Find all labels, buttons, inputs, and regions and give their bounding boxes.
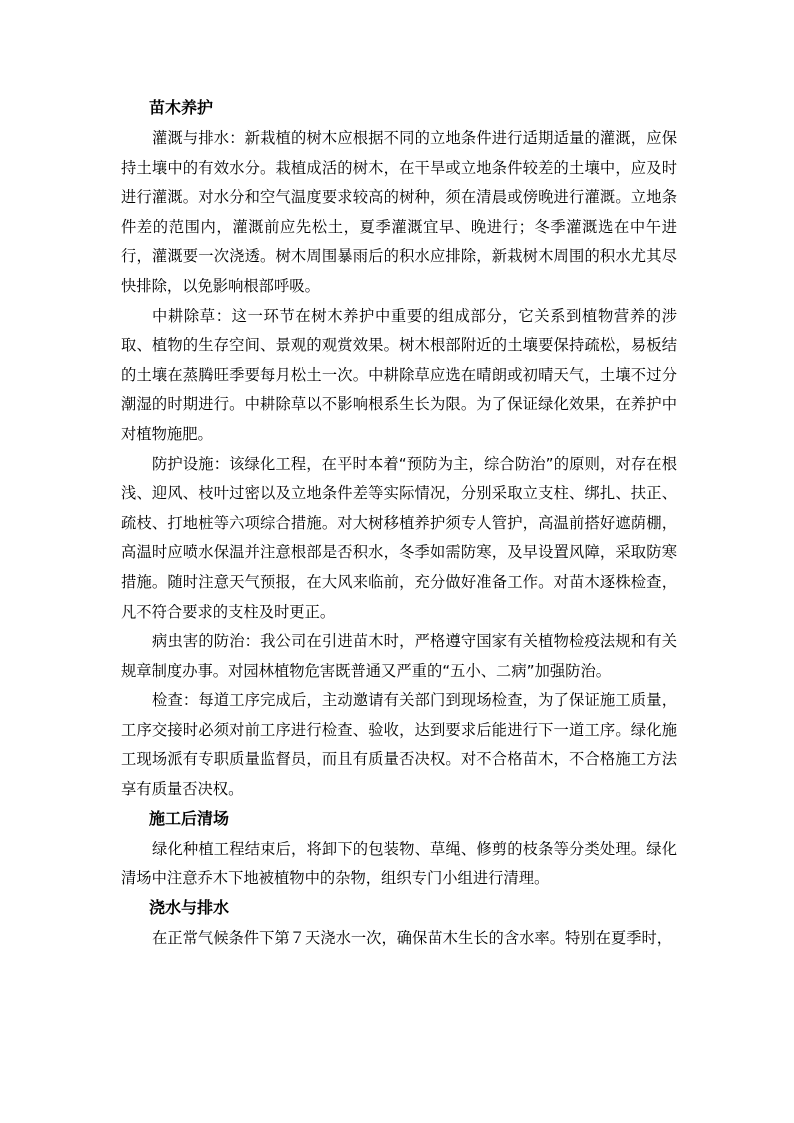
paragraph-protection: 防护设施：该绿化工程，在平时本着“预防为主，综合防治”的原则，对存在根浅、迎风、枝叶过密以及立地条件差等实际情况，分别采取立支柱、绑扎、扶正、疏枝、打地桩等六项综合措施。对大树移植养护须专人管护，高温前搭好遮荫棚，高温时应喷水保温并注意根部是否积水，冬季如需防寒，及早设置风障，采取防寒措施。随时注意天气预报，在大风来临前，充分做好准备工作。对苗木逐株检查，凡不符合要求的支柱及时更正。: [121, 454, 677, 621]
paragraph-watering: 在正常气候条件下第７天浇水一次，确保苗木生长的含水率。特别在夏季时，: [152, 928, 673, 947]
paragraph-irrigation-drainage: 灌溉与排水：新栽植的树木应根据不同的立地条件进行适期适量的灌溉，应保持土壤中的有效水分。栽植成活的树木，在干旱或立地条件较差的土壤中，应及时进行灌溉。对水分和空气温度要求较高的树种，须在清晨或傍晚进行灌溉。立地条件差的范围内，灌溉前应先松土，夏季灌溉宜早、晚进行；冬季灌溉选在中午进行，灌溉要一次浇透。树木周围暴雨后的积水应排除，新栽树木周围的积水尤其尽快排除，以免影响根部呼吸。: [121, 129, 677, 295]
paragraph-cleanup: 绿化种植工程结束后，将卸下的包装物、草绳、修剪的枝条等分类处理。绿化清场中注意乔木下地被植物中的杂物，组织专门小组进行清理。: [121, 839, 677, 888]
document-body: [121, 94, 677, 953]
section-heading-site-cleanup: 施工后清场: [149, 808, 230, 828]
paragraph-weeding: 中耕除草：这一环节在树木养护中重要的组成部分，它关系到植物营养的涉取、植物的生存空间、景观的观赏效果。树木根部附近的土壤要保持疏松，易板结的土壤在蒸腾旺季要每月松土一次。中耕除草应选在晴朗或初晴天气，土壤不过分潮湿的时期进行。中耕除草以不影响根系生长为限。为了保证绿化效果，在养护中对植物施肥。: [121, 306, 677, 443]
paragraph-inspection: 检查：每道工序完成后，主动邀请有关部门到现场检查，为了保证施工质量，工序交接时必须对前工序进行检查、验收，达到要求后能进行下一道工序。绿化施工现场派有专职质量监督员，而且有质量否决权。对不合格苗木，不合格施工方法享有质量否决权。: [121, 691, 677, 799]
section-heading-watering: 浇水与排水: [149, 897, 230, 917]
paragraph-pest-control: 病虫害的防治：我公司在引进苗木时，严格遵守国家有关植物检疫法规和有关规章制度办事。对园林植物危害既普通又严重的“五小、二病”加强防治。: [121, 632, 677, 680]
section-heading-seedling-care: 苗木养护: [149, 98, 214, 117]
